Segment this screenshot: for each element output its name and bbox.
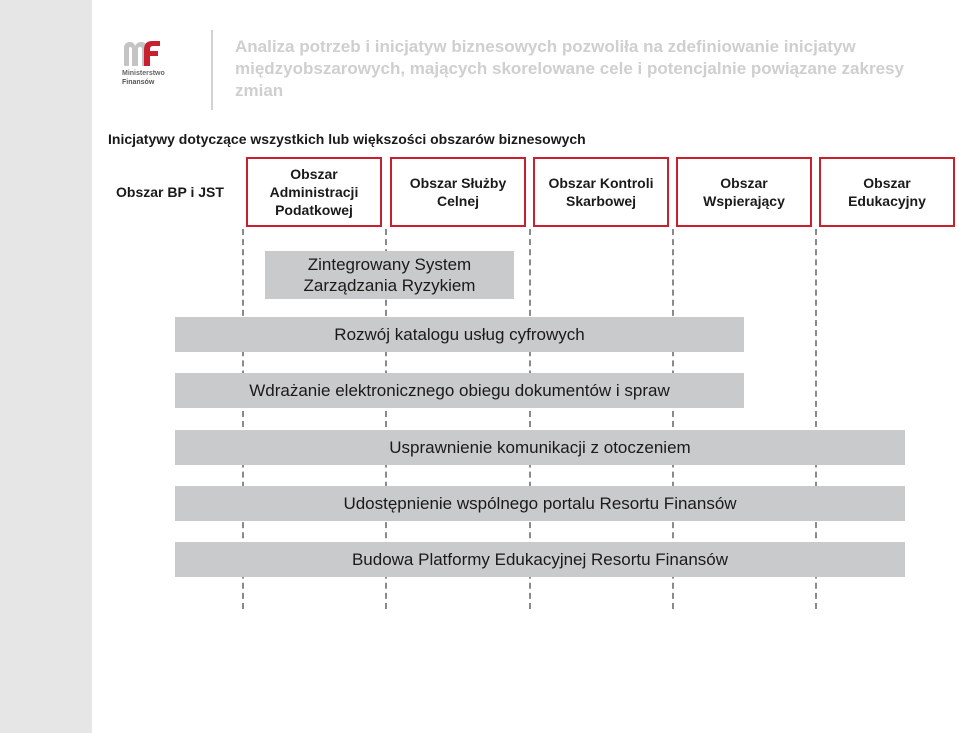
area-box-sluzba-celna: Obszar Służby Celnej xyxy=(390,157,526,227)
mf-logo-icon xyxy=(122,38,162,68)
area-box-bp-jst: Obszar BP i JST xyxy=(116,184,224,200)
initiative-bar-katalog: Rozwój katalogu usług cyfrowych xyxy=(175,317,744,352)
initiative-bar-komunikacja: Usprawnienie komunikacji z otoczeniem xyxy=(175,430,905,465)
area-box-wspierajacy: Obszar Wspierający xyxy=(676,157,812,227)
initiative-bar-portal: Udostępnienie wspólnego portalu Resortu Finansów xyxy=(175,486,905,521)
side-band xyxy=(0,0,92,733)
logo-text-line2: Finansów xyxy=(122,79,155,86)
initiative-bar-obieg: Wdrażanie elektronicznego obiegu dokumentów i spraw xyxy=(175,373,744,408)
area-box-kontrola: Obszar Kontroli Skarbowej xyxy=(533,157,669,227)
title-divider xyxy=(211,30,213,110)
initiative-bar-ryzyko: Zintegrowany System Zarządzania Ryzykiem xyxy=(265,251,514,299)
section-heading: Inicjatywy dotyczące wszystkich lub większości obszarów biznesowych xyxy=(108,131,586,147)
page-title: Analiza potrzeb i inicjatyw biznesowych pozwoliła na zdefiniowanie inicjatyw międzyobszarowych, mających skorelowane cele i potencjalnie powiązane zakresy zmian xyxy=(235,37,904,100)
initiative-bar-platforma: Budowa Platformy Edukacyjnej Resortu Finansów xyxy=(175,542,905,577)
logo-text-line1: Ministerstwo xyxy=(122,70,165,77)
ministry-logo xyxy=(118,38,198,94)
area-box-administracja: Obszar Administracji Podatkowej xyxy=(246,157,382,227)
area-box-edukacyjny: Obszar Edukacyjny xyxy=(819,157,955,227)
